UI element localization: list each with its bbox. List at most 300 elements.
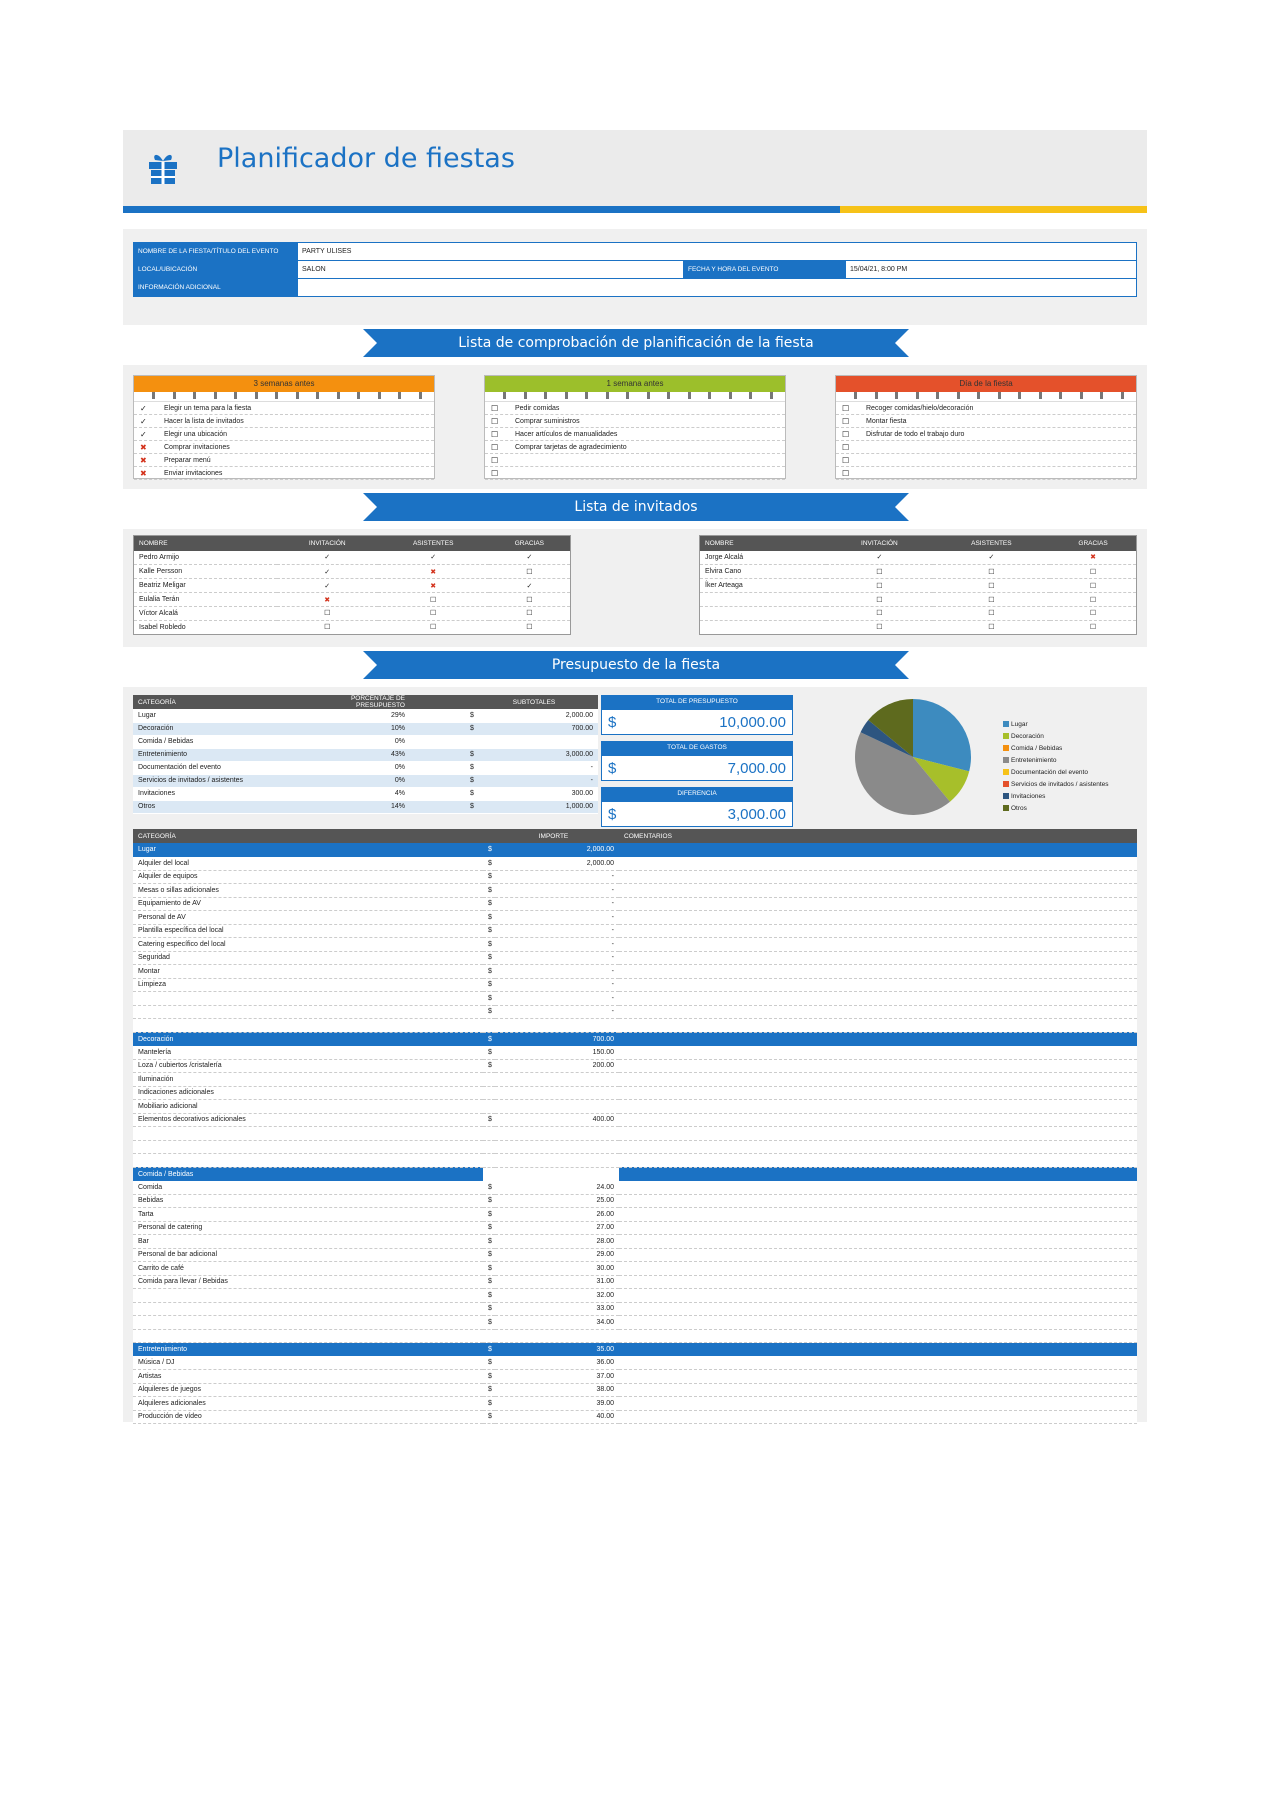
checklist-item[interactable] (134, 415, 434, 428)
guest-status-icon[interactable]: ☐ (933, 579, 1050, 593)
detail-row (133, 897, 1137, 911)
ring-icon (357, 392, 360, 399)
detail-item-amount[interactable]: 31.00 (495, 1275, 619, 1289)
detail-item-name[interactable]: Alquileres de juegos (133, 1383, 483, 1397)
detail-row (133, 1370, 1137, 1384)
detail-item-amount[interactable] (495, 1086, 619, 1100)
status-icon[interactable]: ✓ (140, 416, 147, 426)
detail-item-amount[interactable]: 26.00 (495, 1208, 619, 1222)
event-info-panel (123, 229, 1147, 325)
date-label: FECHA Y HORA DEL EVENTO (684, 261, 846, 279)
detail-section-row (133, 1032, 1137, 1046)
currency-symbol: $ (483, 1289, 495, 1303)
detail-item-comment[interactable] (619, 870, 1137, 884)
notebook-rings (485, 392, 785, 402)
detail-item-comment[interactable] (619, 1356, 1137, 1370)
detail-item-comment[interactable] (619, 1127, 1137, 1141)
detail-item-name[interactable]: Mantelería (133, 1046, 483, 1060)
detail-item-comment[interactable] (619, 938, 1137, 952)
detail-item-amount[interactable]: 37.00 (495, 1370, 619, 1384)
detail-item-name[interactable]: Personal de catering (133, 1221, 483, 1235)
ring-icon (296, 392, 299, 399)
guest-name[interactable]: Kalle Persson (134, 565, 277, 579)
detail-item-comment[interactable] (619, 1073, 1137, 1087)
guest-status-icon[interactable]: ☐ (1050, 579, 1136, 593)
detail-item-amount[interactable]: 39.00 (495, 1397, 619, 1411)
detail-item-amount[interactable]: 27.00 (495, 1221, 619, 1235)
currency-symbol: $ (483, 1248, 495, 1262)
ring-icon (173, 392, 176, 399)
detail-item-comment[interactable] (619, 1208, 1137, 1222)
detail-item-name[interactable] (133, 992, 483, 1006)
status-icon[interactable]: ☐ (491, 416, 499, 426)
party-name-field[interactable]: PARTY ULISES (298, 243, 1137, 261)
section-spacer (133, 1329, 1137, 1343)
detail-item-comment[interactable] (619, 1302, 1137, 1316)
guest-status-icon[interactable]: ☐ (378, 620, 489, 634)
detail-item-comment[interactable] (619, 1059, 1137, 1073)
detail-row (133, 1086, 1137, 1100)
detail-row (133, 978, 1137, 992)
guest-status-icon[interactable]: ☐ (933, 565, 1050, 579)
status-icon[interactable]: ☐ (842, 442, 850, 452)
detail-item-comment[interactable] (619, 911, 1137, 925)
checklist-item[interactable] (836, 467, 1136, 480)
detail-item-amount[interactable]: 40.00 (495, 1410, 619, 1424)
detail-item-name[interactable] (133, 1140, 483, 1154)
detail-item-name[interactable]: Mobiliario adicional (133, 1100, 483, 1114)
guest-status-icon[interactable]: ☐ (1050, 593, 1136, 607)
checklist-item[interactable] (836, 428, 1136, 441)
detail-item-amount[interactable] (495, 1140, 619, 1154)
detail-item-amount[interactable]: 36.00 (495, 1356, 619, 1370)
detail-item-name[interactable] (133, 1289, 483, 1303)
checklist-item[interactable] (134, 402, 434, 415)
checklist-item[interactable] (134, 467, 434, 480)
budget-percent[interactable]: 10% (333, 722, 465, 735)
detail-section-name: Lugar (133, 843, 483, 857)
guest-status-icon[interactable]: ☐ (933, 607, 1050, 621)
guest-status-icon[interactable]: ✓ (277, 551, 378, 565)
detail-item-comment[interactable] (619, 1046, 1137, 1060)
detail-row (133, 1302, 1137, 1316)
detail-item-name[interactable]: Carrito de café (133, 1262, 483, 1276)
detail-item-amount[interactable]: - (495, 951, 619, 965)
detail-item-amount[interactable]: 33.00 (495, 1302, 619, 1316)
detail-item-comment[interactable] (619, 857, 1137, 871)
notebook-rings (134, 392, 434, 402)
guest-name[interactable]: Víctor Alcalá (134, 607, 277, 621)
budget-percent[interactable]: 0% (333, 761, 465, 774)
checklist-item[interactable] (134, 441, 434, 454)
detail-item-amount[interactable]: 200.00 (495, 1059, 619, 1073)
status-icon[interactable]: ✓ (140, 403, 147, 413)
detail-item-name[interactable]: Música / DJ (133, 1356, 483, 1370)
detail-row (133, 1140, 1137, 1154)
budget-column-header: CATEGORÍA (133, 695, 333, 709)
detail-item-name[interactable]: Alquiler del local (133, 857, 483, 871)
budget-row (133, 722, 598, 735)
detail-section-comment[interactable] (619, 843, 1137, 857)
guest-status-icon[interactable]: ✖ (1050, 551, 1136, 565)
ring-icon (936, 392, 939, 399)
budget-subtotal: 3,000.00 (501, 748, 598, 761)
checklist-item[interactable] (836, 402, 1136, 415)
checklist-item[interactable] (485, 454, 785, 467)
detail-item-amount[interactable]: 29.00 (495, 1248, 619, 1262)
detail-item-amount[interactable]: 38.00 (495, 1383, 619, 1397)
guest-status-icon[interactable]: ☐ (378, 607, 489, 621)
detail-item-comment[interactable] (619, 978, 1137, 992)
status-icon[interactable]: ☐ (842, 416, 850, 426)
detail-item-name[interactable]: Montar (133, 965, 483, 979)
detail-item-comment[interactable] (619, 1005, 1137, 1019)
ring-icon (398, 392, 401, 399)
guest-row (134, 620, 571, 634)
legend-label: Comida / Bebidas (1011, 745, 1063, 752)
currency-symbol: $ (608, 759, 617, 777)
event-info-table (133, 242, 1137, 297)
detail-item-comment[interactable] (619, 1370, 1137, 1384)
guest-status-icon[interactable]: ✓ (489, 551, 571, 565)
detail-item-comment[interactable] (619, 1275, 1137, 1289)
detail-item-amount[interactable]: 25.00 (495, 1194, 619, 1208)
ring-icon (565, 392, 568, 399)
guest-status-icon[interactable]: ✓ (277, 579, 378, 593)
checklist-item[interactable] (836, 415, 1136, 428)
detail-item-name[interactable]: Personal de AV (133, 911, 483, 925)
detail-section-comment[interactable] (619, 1032, 1137, 1046)
detail-section-comment[interactable] (619, 1167, 1137, 1181)
budget-category: Decoración (133, 722, 333, 735)
status-icon[interactable]: ☐ (842, 468, 850, 478)
detail-item-name[interactable]: Limpieza (133, 978, 483, 992)
detail-item-comment[interactable] (619, 924, 1137, 938)
detail-item-name[interactable] (133, 1302, 483, 1316)
guest-status-icon[interactable]: ✓ (277, 565, 378, 579)
detail-item-name[interactable]: Equipamiento de AV (133, 897, 483, 911)
detail-item-name[interactable] (133, 1316, 483, 1330)
detail-item-name[interactable]: Tarta (133, 1208, 483, 1222)
detail-item-comment[interactable] (619, 992, 1137, 1006)
status-icon[interactable]: ✖ (140, 442, 147, 452)
currency-symbol: $ (483, 938, 495, 952)
detail-item-name[interactable]: Bebidas (133, 1194, 483, 1208)
status-icon[interactable]: ☐ (491, 468, 499, 478)
checklist-item[interactable] (134, 428, 434, 441)
currency-symbol: $ (608, 713, 617, 731)
guest-name[interactable]: Elvira Cano (700, 565, 827, 579)
guest-name[interactable] (700, 593, 827, 607)
status-icon[interactable]: ✖ (140, 455, 147, 465)
detail-item-comment[interactable] (619, 884, 1137, 898)
detail-item-name[interactable]: Personal de bar adicional (133, 1248, 483, 1262)
pie-legend (1003, 719, 1109, 815)
status-icon[interactable]: ☐ (842, 455, 850, 465)
guest-status-icon[interactable]: ☐ (1050, 565, 1136, 579)
legend-swatch (1003, 721, 1009, 727)
detail-section-row (133, 1167, 1137, 1181)
detail-item-amount[interactable]: - (495, 870, 619, 884)
budget-percent[interactable]: 43% (333, 748, 465, 761)
status-icon[interactable]: ☐ (842, 429, 850, 439)
budget-percent[interactable]: 14% (333, 800, 465, 813)
guest-name[interactable]: Jorge Alcalá (700, 551, 827, 565)
detail-section-name: Comida / Bebidas (133, 1167, 483, 1181)
legend-label: Documentación del evento (1011, 769, 1088, 776)
detail-item-amount[interactable]: 24.00 (495, 1181, 619, 1195)
detail-row (133, 924, 1137, 938)
detail-item-amount[interactable]: - (495, 897, 619, 911)
detail-item-name[interactable]: Alquiler de equipos (133, 870, 483, 884)
status-icon[interactable]: ☐ (491, 429, 499, 439)
ring-icon (234, 392, 237, 399)
ring-icon (895, 392, 898, 399)
checklist-item[interactable] (485, 402, 785, 415)
checklist-item[interactable] (485, 441, 785, 454)
budget-percent[interactable]: 29% (333, 709, 465, 722)
location-field[interactable]: SALON (298, 261, 684, 279)
budget-percent[interactable]: 0% (333, 735, 465, 748)
budget-subtotal: 2,000.00 (501, 709, 598, 722)
detail-item-comment[interactable] (619, 1316, 1137, 1330)
detail-item-comment[interactable] (619, 897, 1137, 911)
guest-status-icon[interactable]: ☐ (933, 620, 1050, 634)
guest-status-icon[interactable]: ☐ (1050, 607, 1136, 621)
detail-column-header: IMPORTE (483, 829, 619, 843)
difference-amount: 3,000.00 (727, 805, 786, 823)
currency-symbol: $ (483, 1208, 495, 1222)
budget-row (133, 774, 598, 787)
detail-row (133, 1059, 1137, 1073)
ring-icon (524, 392, 527, 399)
detail-item-amount[interactable]: - (495, 924, 619, 938)
detail-item-amount[interactable]: - (495, 992, 619, 1006)
status-icon[interactable]: ☐ (491, 403, 499, 413)
guest-table-left (133, 535, 571, 635)
guest-name[interactable]: Íker Arteaga (700, 579, 827, 593)
checklist-panel (123, 365, 1147, 489)
guest-status-icon[interactable]: ✓ (933, 551, 1050, 565)
detail-item-name[interactable]: Elementos decorativos adicionales (133, 1113, 483, 1127)
budget-subtotal: 1,000.00 (501, 800, 598, 813)
guest-row (134, 579, 571, 593)
guest-status-icon[interactable]: ☐ (489, 607, 571, 621)
ring-icon (503, 392, 506, 399)
checklist-item-label: Disfrutar de todo el trabajo duro (866, 430, 965, 438)
detail-item-name[interactable]: Producción de vídeo (133, 1410, 483, 1424)
detail-item-amount[interactable]: 28.00 (495, 1235, 619, 1249)
detail-row (133, 1383, 1137, 1397)
detail-item-name[interactable]: Comida para llevar / Bebidas (133, 1275, 483, 1289)
budget-percent[interactable]: 0% (333, 774, 465, 787)
checklist-item[interactable] (485, 415, 785, 428)
guest-status-icon[interactable]: ☐ (489, 620, 571, 634)
detail-item-name[interactable]: Bar (133, 1235, 483, 1249)
detail-item-comment[interactable] (619, 965, 1137, 979)
detail-item-name[interactable]: Artistas (133, 1370, 483, 1384)
legend-label: Invitaciones (1011, 793, 1046, 800)
guest-row (134, 593, 571, 607)
guest-name[interactable]: Pedro Armijo (134, 551, 277, 565)
detail-item-amount[interactable]: - (495, 965, 619, 979)
status-icon[interactable]: ✓ (140, 429, 147, 439)
budget-totals (601, 695, 793, 827)
guest-status-icon[interactable]: ✓ (826, 551, 933, 565)
detail-item-amount[interactable]: - (495, 978, 619, 992)
checklist-item[interactable] (485, 467, 785, 480)
detail-section-row (133, 1343, 1137, 1357)
guest-name[interactable]: Beatriz Meligar (134, 579, 277, 593)
guest-status-icon[interactable]: ☐ (826, 565, 933, 579)
detail-column-header: CATEGORÍA (133, 829, 483, 843)
currency-symbol (483, 1086, 495, 1100)
status-icon[interactable]: ☐ (842, 403, 850, 413)
budget-category: Entretenimiento (133, 748, 333, 761)
currency-symbol: $ (483, 1194, 495, 1208)
guest-name[interactable]: Isabel Robledo (134, 620, 277, 634)
detail-item-comment[interactable] (619, 1289, 1137, 1303)
detail-item-comment[interactable] (619, 1140, 1137, 1154)
detail-item-comment[interactable] (619, 951, 1137, 965)
currency-symbol: $ (483, 1005, 495, 1019)
ring-icon (275, 392, 278, 399)
detail-item-comment[interactable] (619, 1194, 1137, 1208)
detail-item-comment[interactable] (619, 1248, 1137, 1262)
detail-item-name[interactable]: Loza / cubiertos /cristalería (133, 1059, 483, 1073)
additional-info-field[interactable] (298, 279, 1137, 297)
guest-status-icon[interactable]: ✓ (378, 551, 489, 565)
guest-status-icon[interactable]: ✖ (378, 565, 489, 579)
guest-status-icon[interactable]: ☐ (1050, 620, 1136, 634)
detail-item-amount[interactable]: 30.00 (495, 1262, 619, 1276)
detail-item-comment[interactable] (619, 1383, 1137, 1397)
budget-pie-chart (843, 687, 983, 827)
detail-item-name[interactable]: Comida (133, 1181, 483, 1195)
detail-item-comment[interactable] (619, 1410, 1137, 1424)
total-expense-value (601, 755, 793, 781)
currency-symbol: $ (483, 1032, 495, 1046)
guest-status-icon[interactable]: ☐ (378, 593, 489, 607)
detail-item-name[interactable]: Iluminación (133, 1073, 483, 1087)
detail-item-amount[interactable]: 150.00 (495, 1046, 619, 1060)
budget-category: Comida / Bebidas (133, 735, 333, 748)
total-budget-value (601, 709, 793, 735)
legend-swatch (1003, 733, 1009, 739)
guest-status-icon[interactable]: ☐ (277, 607, 378, 621)
detail-row (133, 1073, 1137, 1087)
guest-status-icon[interactable]: ✖ (378, 579, 489, 593)
ring-icon (1059, 392, 1062, 399)
currency-symbol: $ (483, 870, 495, 884)
status-icon[interactable]: ☐ (491, 455, 499, 465)
detail-item-comment[interactable] (619, 1262, 1137, 1276)
checklist-item-label: Montar fiesta (866, 417, 907, 425)
detail-row (133, 870, 1137, 884)
detail-item-name[interactable]: Alquileres adicionales (133, 1397, 483, 1411)
detail-item-name[interactable]: Plantilla específica del local (133, 924, 483, 938)
detail-item-amount[interactable]: - (495, 1005, 619, 1019)
guest-status-icon[interactable]: ✖ (277, 593, 378, 607)
section-spacer (133, 1154, 1137, 1168)
detail-item-name[interactable]: Catering específico del local (133, 938, 483, 952)
guest-status-icon[interactable]: ☐ (933, 593, 1050, 607)
detail-item-amount[interactable]: - (495, 884, 619, 898)
currency-symbol: $ (483, 924, 495, 938)
guest-status-icon[interactable]: ☐ (826, 593, 933, 607)
detail-item-comment[interactable] (619, 1397, 1137, 1411)
detail-item-name[interactable]: Indicaciones adicionales (133, 1086, 483, 1100)
detail-item-name[interactable]: Mesas o sillas adicionales (133, 884, 483, 898)
detail-item-comment[interactable] (619, 1181, 1137, 1195)
ring-icon (647, 392, 650, 399)
budget-subtotal: - (501, 774, 598, 787)
detail-item-amount[interactable]: 34.00 (495, 1316, 619, 1330)
detail-section-amount: 700.00 (495, 1032, 619, 1046)
legend-label: Lugar (1011, 721, 1028, 728)
ring-icon (667, 392, 670, 399)
guest-status-icon[interactable]: ☐ (489, 565, 571, 579)
detail-item-comment[interactable] (619, 1100, 1137, 1114)
status-icon[interactable]: ☐ (491, 442, 499, 452)
date-field[interactable]: 15/04/21, 8:00 PM (846, 261, 1137, 279)
detail-item-amount[interactable] (495, 1100, 619, 1114)
guest-status-icon[interactable]: ☐ (489, 593, 571, 607)
status-icon[interactable]: ✖ (140, 468, 147, 478)
detail-item-comment[interactable] (619, 1221, 1137, 1235)
guest-status-icon[interactable]: ☐ (826, 620, 933, 634)
detail-item-amount[interactable]: - (495, 911, 619, 925)
checklist-item[interactable] (836, 441, 1136, 454)
guest-name[interactable]: Eulalia Terán (134, 593, 277, 607)
detail-row (133, 1181, 1137, 1195)
legend-label: Decoración (1011, 733, 1044, 740)
checklist-item[interactable] (134, 454, 434, 467)
guest-name[interactable] (700, 620, 827, 634)
guests-title: Lista de invitados (363, 493, 909, 521)
detail-item-comment[interactable] (619, 1086, 1137, 1100)
detail-row (133, 1127, 1137, 1141)
guest-status-icon[interactable]: ☐ (826, 607, 933, 621)
detail-item-amount[interactable]: 32.00 (495, 1289, 619, 1303)
detail-item-amount[interactable] (495, 1073, 619, 1087)
detail-section-comment[interactable] (619, 1343, 1137, 1357)
detail-item-amount[interactable]: 2,000.00 (495, 857, 619, 871)
detail-item-amount[interactable]: 400.00 (495, 1113, 619, 1127)
detail-item-amount[interactable]: - (495, 938, 619, 952)
total-expense-label: TOTAL DE GASTOS (601, 741, 793, 755)
detail-item-name[interactable] (133, 1005, 483, 1019)
detail-item-comment[interactable] (619, 1113, 1137, 1127)
checklist-item[interactable] (836, 454, 1136, 467)
detail-row (133, 1275, 1137, 1289)
guest-status-icon[interactable]: ✓ (489, 579, 571, 593)
detail-item-amount[interactable] (495, 1127, 619, 1141)
detail-row (133, 1410, 1137, 1424)
budget-percent[interactable]: 4% (333, 787, 465, 800)
checklist-item[interactable] (485, 428, 785, 441)
budget-header-row (133, 695, 598, 709)
guest-status-icon[interactable]: ☐ (277, 620, 378, 634)
guest-status-icon[interactable]: ☐ (826, 579, 933, 593)
detail-item-comment[interactable] (619, 1235, 1137, 1249)
ring-icon (544, 392, 547, 399)
detail-item-name[interactable] (133, 1127, 483, 1141)
checklist-item-label: Elegir un tema para la fiesta (164, 404, 252, 412)
guest-name[interactable] (700, 607, 827, 621)
detail-item-name[interactable]: Seguridad (133, 951, 483, 965)
budget-row (133, 709, 598, 722)
